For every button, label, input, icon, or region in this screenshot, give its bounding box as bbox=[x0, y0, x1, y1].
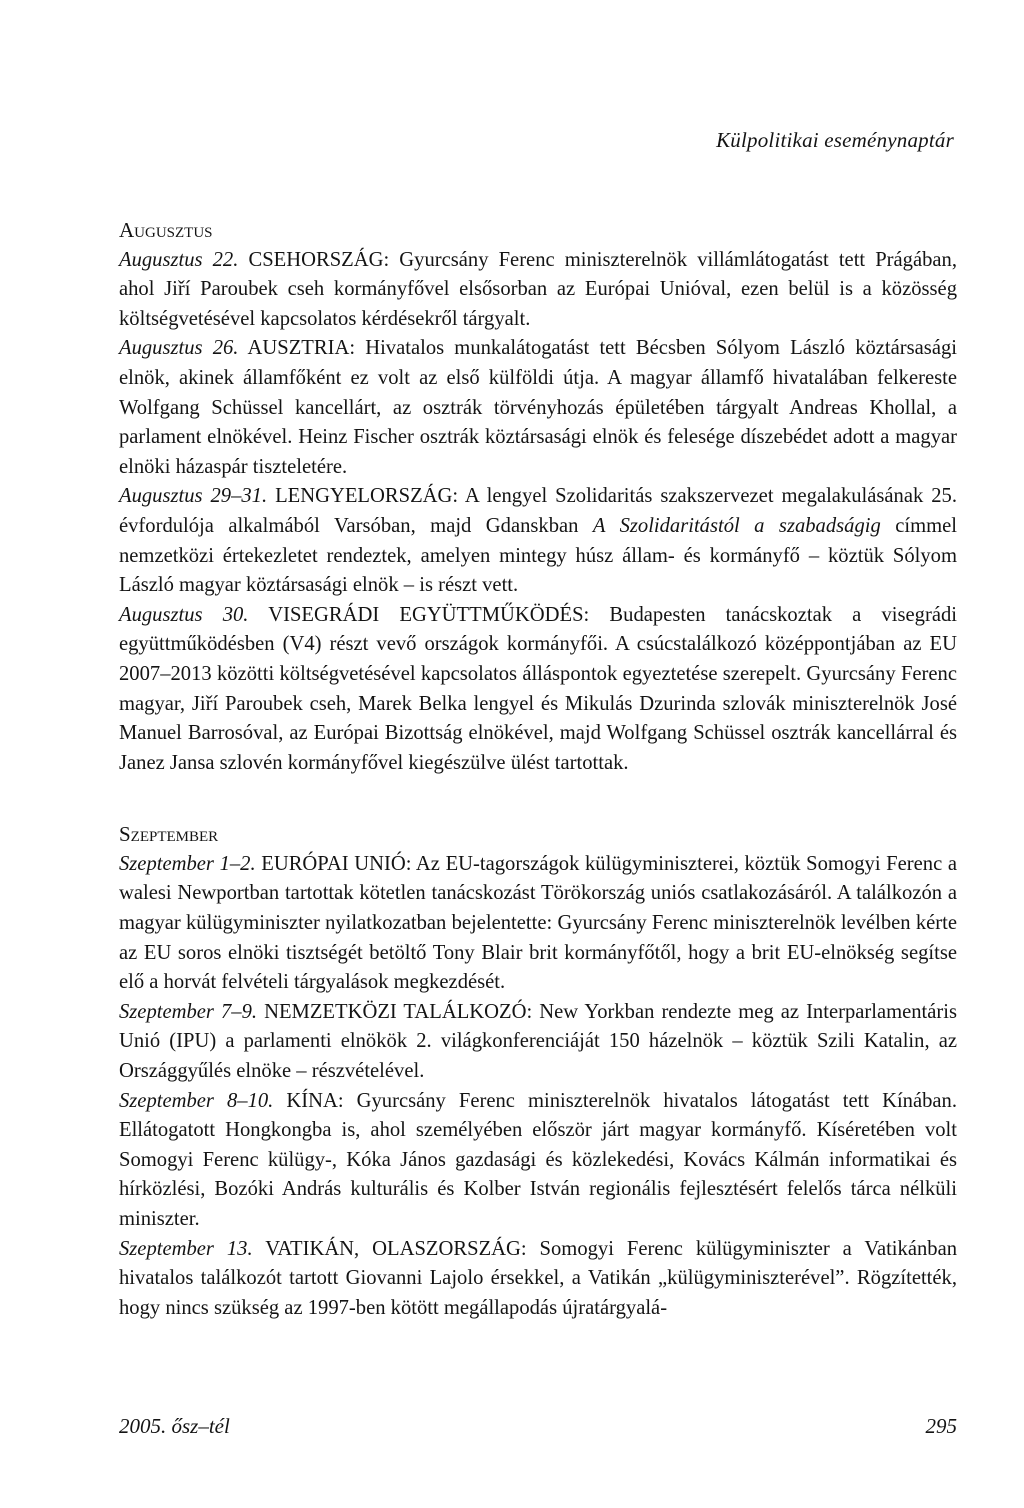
entry-sep-1-2 bbox=[119, 850, 957, 998]
entry-text: KÍNA: Gyurcsány Ferenc miniszterelnök hivatalos látogatást tett Kínában. Ellátogatott Hongkongba is, ahol személyében először járt magyar kormányfő. Kíséretében volt Somogyi Ferenc külügy-, Kóka János gazdasági és közlekedési, Kovács Kálmán informatikai és hírközlési, Bozóki András kulturális és Kolber István regionális fejlesztésért felelős tárca nélküli miniszter. bbox=[119, 1089, 958, 1230]
entry-aug-22 bbox=[119, 246, 957, 335]
entry-date: Szeptember 13. bbox=[119, 1237, 253, 1260]
entry-date: Szeptember 1–2. bbox=[119, 852, 256, 875]
entry-date: Augusztus 26. bbox=[119, 337, 239, 360]
entry-date: Szeptember 7–9. bbox=[119, 1000, 258, 1023]
section-heading-szeptember: Szeptember bbox=[119, 822, 219, 847]
entry-sep-13 bbox=[119, 1235, 957, 1324]
entry-text: CSEHORSZÁG: Gyurcsány Ferenc miniszterelnök villámlátogatást tett Prágában, ahol Jiří Paroubek cseh kormányfővel elsősorban az Európai Unióval, ezen belül is a közösség költségvetésével kapcsolatos kérdésekről tárgyalt. bbox=[119, 248, 957, 330]
entry-text: NEMZETKÖZI TALÁLKOZÓ: New Yorkban rendezte meg az Interparlamentáris Unió (IPU) a parlamenti elnökök 2. világkonferenciáját 150 házelnök – köztük Szili Katalin, az Országgyűlés elnöke – részvételével. bbox=[119, 1000, 958, 1083]
entry-text: LENGYELORSZÁG: A lengyel Szolidaritás szakszervezet megalakulásának 25. évfordulója alkalmából Varsóban, majd Gdanskban bbox=[119, 485, 957, 537]
entry-date: Szeptember 8–10. bbox=[119, 1089, 274, 1112]
page-body bbox=[119, 216, 957, 1323]
entry-text: címmel nemzetközi értekezletet rendeztek, amelyen mintegy húsz állam- és kormányfő – köztük Sólyom László magyar köztársasági elnök – is részt vett. bbox=[119, 514, 957, 597]
entry-text: EURÓPAI UNIÓ: Az EU-tagországok külügyminiszterei, köztük Somogyi Ferenc a walesi Newportban tartottak kötetlen tanácskozást Törökország uniós csatlakozásáról. A találkozón a magyar külügyminiszter nyilatkozatban bejelentette: Gyurcsány Ferenc miniszterelnök levélben kérte az EU soros elnöki tisztségét betöltő Tony Blair brit kormányfőtől, hogy a brit EU-elnökség segítse elő a horvát felvételi tárgyalások megkezdését. bbox=[119, 852, 957, 994]
entry-text: VISEGRÁDI EGYÜTTMŰKÖDÉS: Budapesten tanácskoztak a visegrádi együttműködésben (V4) részt vevő országok kormányfői. A csúcstalálkozó középpontjában az EU 2007–2013 közötti költségvetésével kapcsolatos álláspontok egyeztetése szerepelt. Gyurcsány Ferenc magyar, Jiří Paroubek cseh, Marek Belka lengyel és Mikulás Dzurinda szlovák miniszterelnök José Manuel Barrosóval, az Európai Bizottság elnökével, majd Wolfgang Schüssel osztrák kancellárral és Janez Jansa szlovén kormányfővel kiegészülve ülést tartottak. bbox=[119, 603, 957, 774]
entry-aug-26 bbox=[119, 334, 957, 482]
entry-text: AUSZTRIA: Hivatalos munkalátogatást tett Bécsben Sólyom László köztársasági elnök, akinek államfőként ez volt az első külföldi útja. A magyar államfő hivatalában felkereste Wolfgang Schüssel kancellárt, az osztrák törvényhozás épületében tárgyalt Andreas Khollal, a parlament elnökével. Heinz Fischer osztrák köztársasági elnök és felesége díszebédet adott a magyar elnöki házaspár tiszteletére. bbox=[119, 337, 957, 478]
running-title: Külpolitikai eseménynaptár bbox=[716, 128, 954, 152]
entry-aug-29-31 bbox=[119, 482, 957, 600]
entry-sep-8-10 bbox=[119, 1087, 957, 1235]
entry-date: Augusztus 22. bbox=[119, 248, 239, 271]
entry-sep-7-9 bbox=[119, 998, 957, 1087]
conference-title: A Szolidaritástól a szabadságig bbox=[592, 514, 881, 537]
entry-date: Augusztus 29–31. bbox=[119, 485, 268, 508]
page-number: 295 bbox=[925, 1414, 957, 1438]
section-heading-augusztus: Augusztus bbox=[119, 218, 213, 242]
entry-date: Augusztus 30. bbox=[119, 603, 249, 626]
entry-aug-30 bbox=[119, 601, 957, 779]
footer-issue: 2005. ősz–tél bbox=[119, 1414, 230, 1438]
entry-text: VATIKÁN, OLASZORSZÁG: Somogyi Ferenc külügyminiszter a Vatikánban hivatalos találkozót tartott Giovanni Lajolo érsekkel, a Vatikán „külügyminiszterével”. Rögzítették, hogy nincs szükség az 1997-ben kötött megállapodás újratárgyalá- bbox=[119, 1237, 957, 1319]
